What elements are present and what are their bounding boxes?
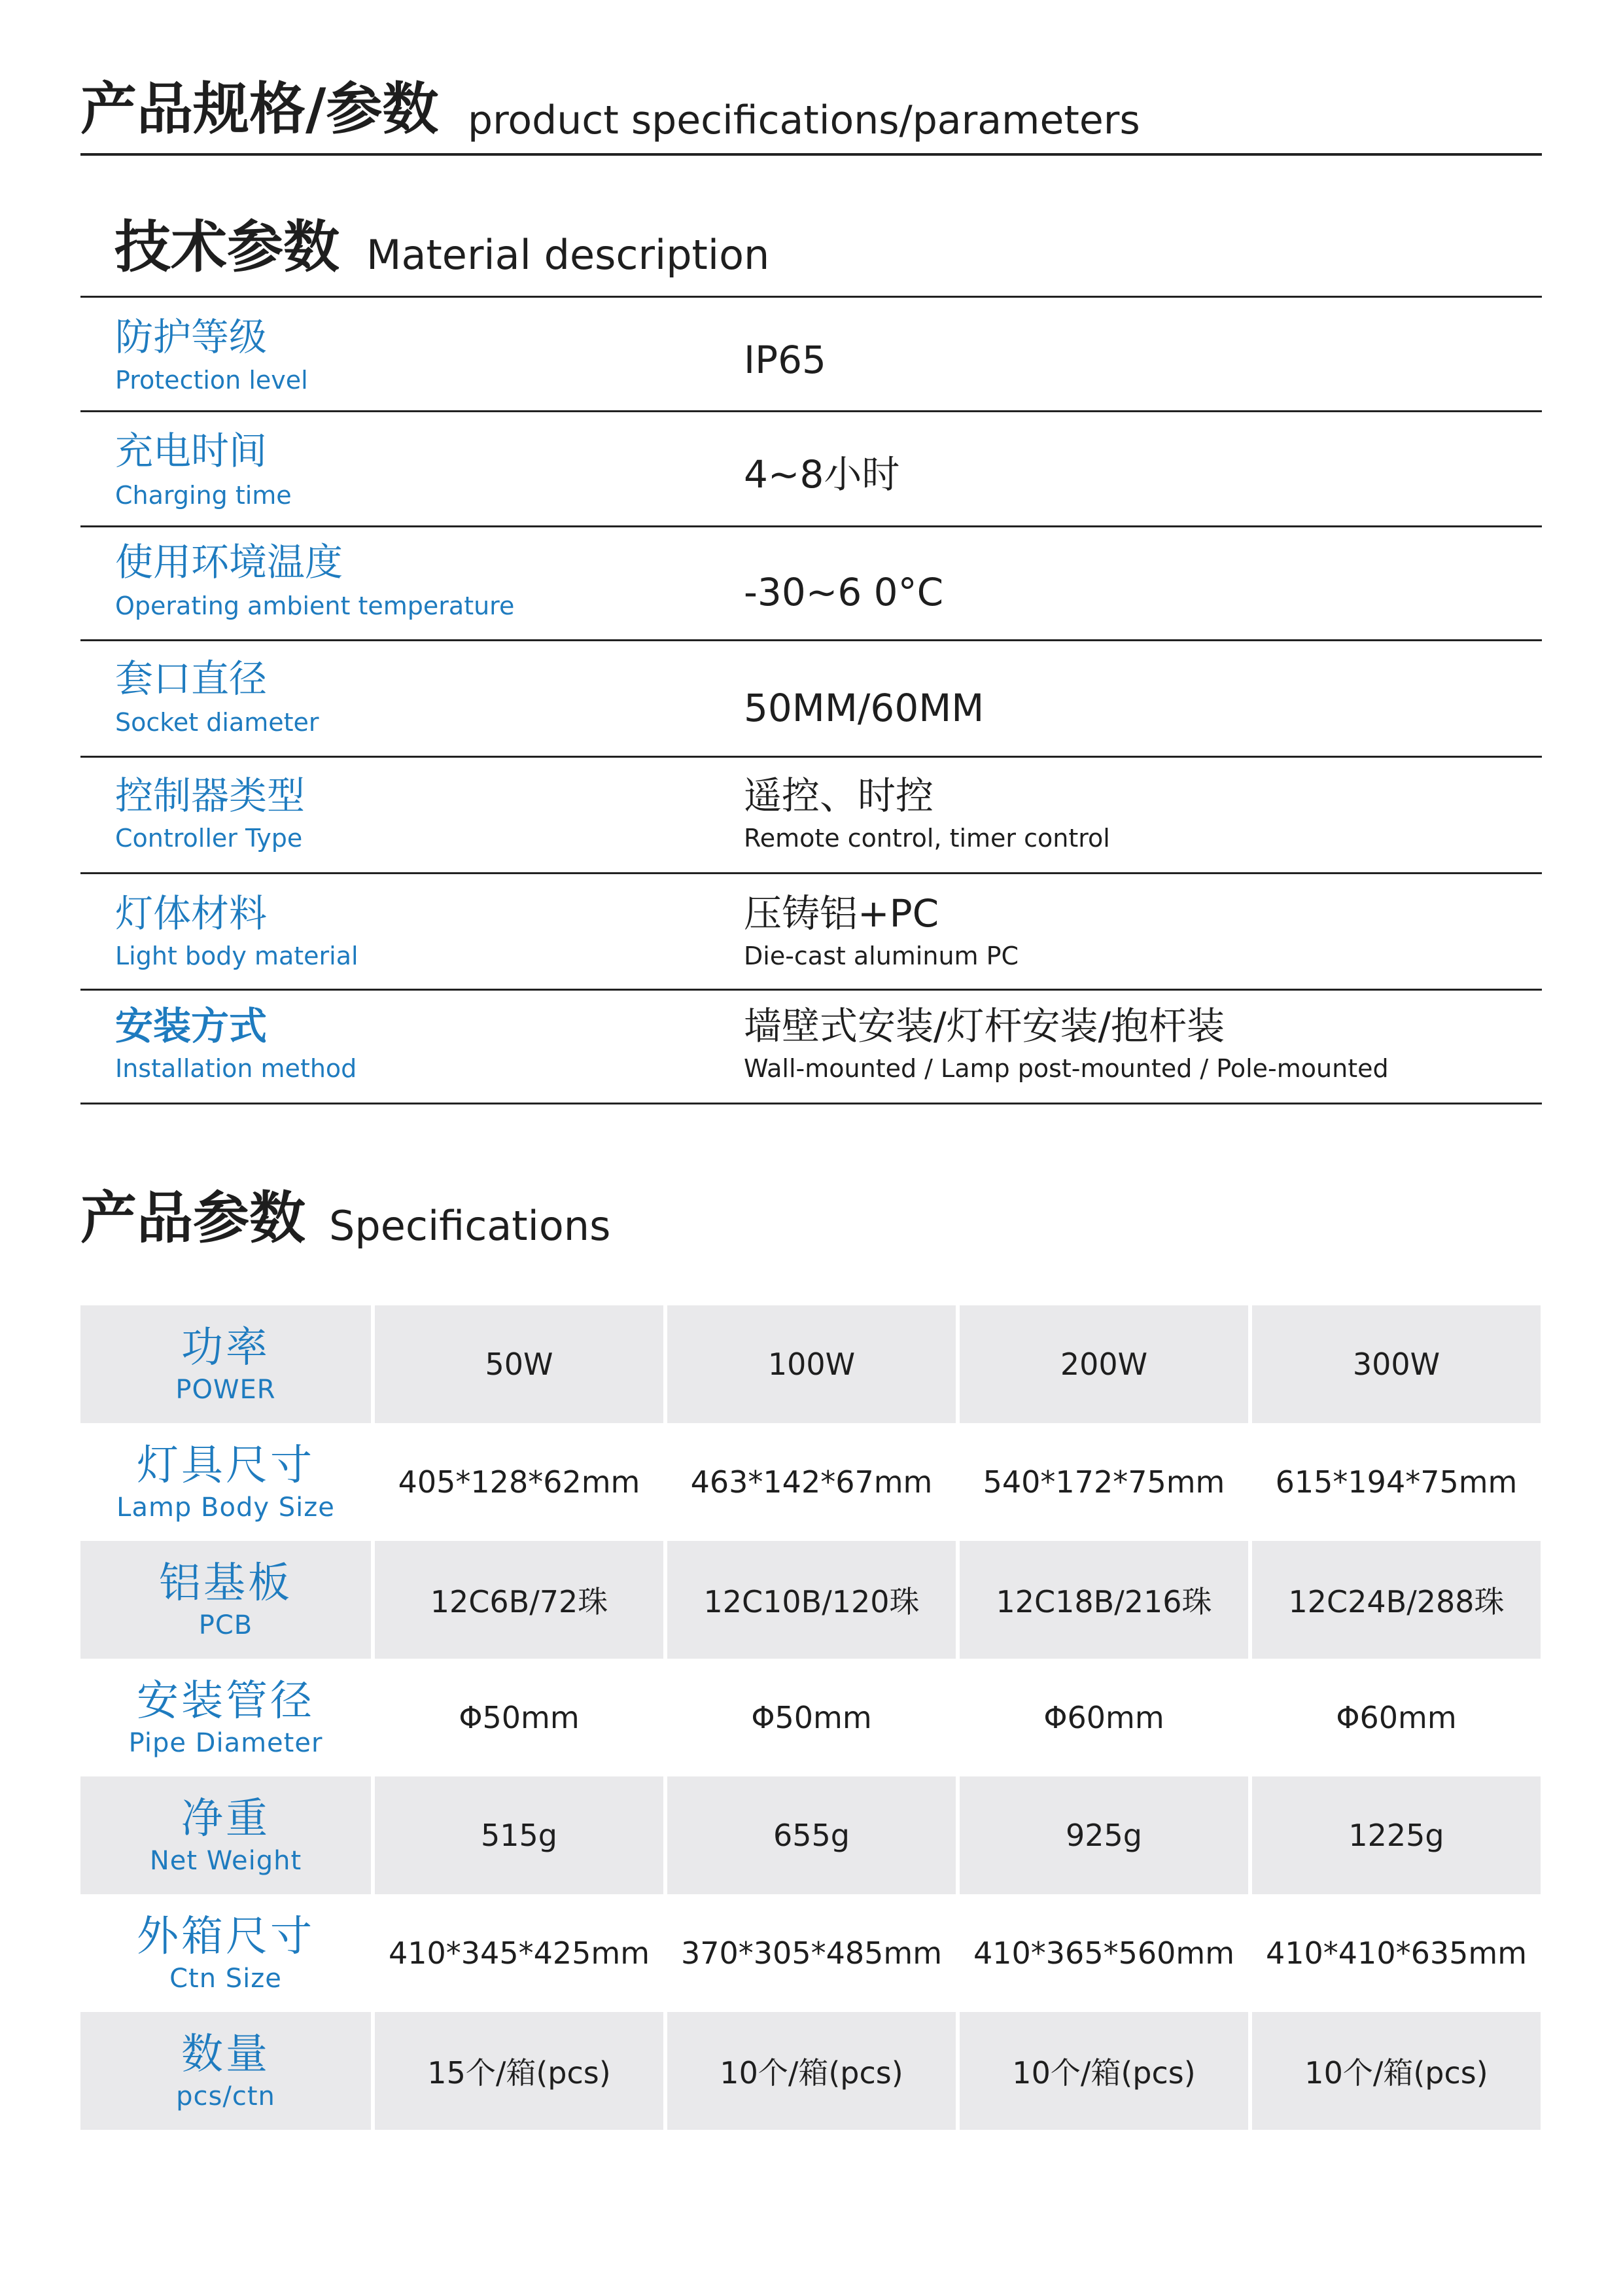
table-cell: Φ60mm [956, 1659, 1248, 1776]
table-cell: 100W [663, 1305, 956, 1423]
row-value: 4~8小时 [744, 452, 900, 497]
row-header [80, 1776, 371, 1894]
row-value-en: Remote control, timer control [744, 824, 1110, 853]
table-cell: Φ60mm [1248, 1659, 1541, 1776]
row-value-en: Wall-mounted / Lamp post-mounted / Pole-mounted [744, 1054, 1389, 1083]
table-row [80, 991, 1542, 1104]
table-row [80, 527, 1542, 641]
page-title-cn: 产品规格/参数 [80, 77, 439, 142]
table-row [80, 1659, 1542, 1776]
table-row [80, 1423, 1542, 1541]
table-row [80, 412, 1542, 527]
row-label-cn: 安装方式 [115, 1004, 268, 1048]
table-row [80, 1541, 1542, 1659]
row-header-cn: 功率 [181, 1324, 270, 1372]
table-row [80, 641, 1542, 758]
row-header [80, 1541, 371, 1659]
material-table [80, 296, 1542, 1104]
row-header [80, 2012, 371, 2130]
row-value: IP65 [744, 338, 826, 382]
table-row [80, 1776, 1542, 1894]
row-header-cn: 数量 [181, 2030, 270, 2079]
row-value: 压铸铝+PC [744, 891, 939, 936]
row-label-cn: 防护等级 [115, 315, 268, 359]
table-cell: 655g [663, 1776, 956, 1894]
row-label-en: Socket diameter [115, 708, 319, 737]
table-cell: 410*410*635mm [1248, 1894, 1541, 2012]
row-value: 遥控、时控 [744, 773, 934, 818]
table-cell: 12C18B/216珠 [956, 1541, 1248, 1659]
table-cell: 410*345*425mm [371, 1894, 663, 2012]
row-header-en: Net Weight [149, 1846, 302, 1876]
row-label-en: Charging time [115, 481, 292, 510]
row-label-cn: 使用环境温度 [115, 540, 343, 584]
table-cell: 10个/箱(pcs) [956, 2012, 1248, 2130]
page-title-en: product specifications/parameters [468, 97, 1140, 143]
row-header-en: POWER [175, 1375, 276, 1405]
table-cell: 405*128*62mm [371, 1423, 663, 1541]
table-cell: 200W [956, 1305, 1248, 1423]
row-header-en: Pipe Diameter [128, 1728, 323, 1758]
row-label-cn: 灯体材料 [115, 891, 268, 936]
table-cell: 925g [956, 1776, 1248, 1894]
material-title-en: Material description [366, 231, 770, 279]
row-header-cn: 外箱尺寸 [137, 1913, 315, 1961]
table-cell: 300W [1248, 1305, 1541, 1423]
table-cell: 515g [371, 1776, 663, 1894]
table-cell: 370*305*485mm [663, 1894, 956, 2012]
row-label-cn: 控制器类型 [115, 773, 305, 818]
material-title-cn: 技术参数 [114, 215, 340, 280]
table-row [80, 758, 1542, 874]
row-label-en: Controller Type [115, 824, 303, 853]
row-label-en: Protection level [115, 366, 308, 395]
row-header [80, 1423, 371, 1541]
row-header-cn: 灯具尺寸 [137, 1441, 315, 1490]
row-header-en: PCB [198, 1610, 253, 1640]
table-cell: Φ50mm [371, 1659, 663, 1776]
table-row [80, 1894, 1542, 2012]
row-value: 50MM/60MM [744, 686, 985, 730]
table-cell: 1225g [1248, 1776, 1541, 1894]
row-label-en: Light body material [115, 942, 358, 970]
row-value: -30~6 0°C [744, 570, 944, 614]
row-label-cn: 套口直径 [115, 656, 268, 701]
row-header [80, 1894, 371, 2012]
table-row [80, 2012, 1542, 2130]
spec-title-en: Specifications [329, 1202, 611, 1250]
table-row [80, 1305, 1542, 1423]
spec-title-cn: 产品参数 [80, 1186, 305, 1251]
row-value: 墙壁式安装/灯杆安装/抱杆装 [744, 1004, 1225, 1048]
row-header-en: Lamp Body Size [116, 1492, 335, 1523]
row-header [80, 1305, 371, 1423]
table-cell: 12C10B/120珠 [663, 1541, 956, 1659]
row-header [80, 1659, 371, 1776]
row-label-cn: 充电时间 [115, 429, 268, 473]
row-label-en: Operating ambient temperature [115, 592, 515, 620]
spec-table [80, 1305, 1542, 2130]
table-cell: 463*142*67mm [663, 1423, 956, 1541]
table-row [80, 298, 1542, 412]
row-header-en: pcs/ctn [176, 2081, 275, 2111]
table-cell: 410*365*560mm [956, 1894, 1248, 2012]
row-header-cn: 铝基板 [159, 1559, 292, 1608]
table-row [80, 874, 1542, 991]
row-header-cn: 净重 [181, 1795, 270, 1843]
table-cell: 615*194*75mm [1248, 1423, 1541, 1541]
page-header [80, 73, 1542, 156]
table-cell: 540*172*75mm [956, 1423, 1248, 1541]
table-cell: Φ50mm [663, 1659, 956, 1776]
row-header-en: Ctn Size [169, 1964, 282, 1994]
row-label-en: Installation method [115, 1054, 357, 1083]
table-cell: 12C24B/288珠 [1248, 1541, 1541, 1659]
table-cell: 15个/箱(pcs) [371, 2012, 663, 2130]
table-cell: 10个/箱(pcs) [1248, 2012, 1541, 2130]
table-cell: 50W [371, 1305, 663, 1423]
table-cell: 12C6B/72珠 [371, 1541, 663, 1659]
table-cell: 10个/箱(pcs) [663, 2012, 956, 2130]
row-header-cn: 安装管径 [137, 1677, 315, 1725]
row-value-en: Die-cast aluminum PC [744, 942, 1019, 970]
